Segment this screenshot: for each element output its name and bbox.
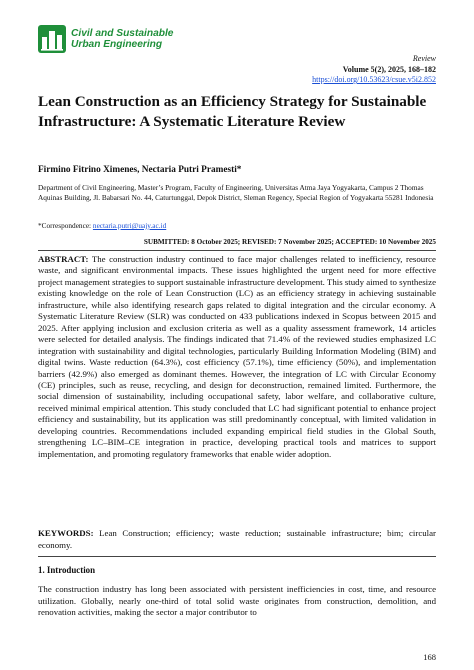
keywords-text: Lean Construction; efficiency; waste reduction; sustainable infrastructure; bim; circular economy. (38, 528, 436, 550)
section-heading: 1. Introduction (38, 565, 96, 575)
journal-name-line1: Civil and Sustainable (71, 27, 174, 39)
journal-logo (38, 25, 206, 53)
journal-name-line2: Urban Engineering (71, 39, 163, 50)
abstract-text: The construction industry continued to face major challenges related to inefficiency, resource waste, and significant environmental impacts. These issues highlighted the urgent need for more effective project management strategies to support sustainable infrastructure development. This study aimed to synthesize existing knowledge on the role of Lean Construction (LC) as an efficiency strategy in achieving sustainable infrastructure, while also identifying research gaps related to digital integration and the circular economy. A Systematic Literature Review (SLR) was conducted on 433 publications indexed in Scopus between 2015 and 2025. After applying inclusion and exclusion criteria as well as a quality assessment framework, 14 articles were selected for detailed analysis. The findings indicated that 71.4% of the reviewed studies emphasized LC integration with sustainability and digital technologies, particularly Building Information Modeling (BIM) and digital twins. Waste reduction (64.3%), cost efficiency (57.1%), time efficiency (50%), and implementation barriers (42.9%) also emerged as dominant themes. However, the integration of LC with Circular Economy (CE) principles, such as reuse, recycling, and design for deconstruction, remained limited. Furthermore, the social dimension of sustainability, including occupational safety, labor welfare, and collaborative culture, received minimal empirical attention. This study concluded that LC had significant potential to enhance project efficiency and sustainability, but its application was still predominantly conceptual, with limited validation in developing countries. Recommendations included expanding empirical field studies in the Global South, strengthening LC–BIM–CE integration in practice, developing practical tools and matrices to support implementation, and promoting regulatory frameworks that enable wider adoption. (38, 254, 436, 459)
doi-link[interactable]: https://doi.org/10.53623/csue.v5i2.852 (312, 75, 436, 84)
keywords (38, 528, 436, 551)
article-meta (312, 54, 436, 86)
correspondence (38, 221, 166, 230)
keywords-label: KEYWORDS: (38, 528, 94, 538)
abstract-label: ABSTRACT: (38, 254, 89, 264)
introduction-text: The construction industry has long been associated with persistent inefficiencies in cost, time, and resource utilization. Globally, nearly one-third of total solid waste originates from construction, demolition, and renovation activities, making the sector a major contributor to (38, 584, 436, 617)
volume-info: Volume 5(2), 2025, 168–182 (342, 64, 436, 74)
divider-bottom (38, 556, 436, 557)
article-title: Lean Construction as an Efficiency Strategy for Sustainable Infrastructure: A Systematic Literature Review (38, 93, 427, 130)
journal-logo-icon (38, 25, 66, 53)
correspondence-label: *Correspondence: (38, 221, 92, 230)
submission-dates: SUBMITTED: 8 October 2025; REVISED: 7 November 2025; ACCEPTED: 10 November 2025 (143, 238, 436, 246)
abstract (38, 254, 436, 460)
divider-top (38, 250, 436, 251)
affiliation: Department of Civil Engineering, Master’s Program, Faculty of Engineering, Universitas Atma Jaya Yogyakarta, Campus 2 Thomas Aquinas Building, Jl. Babarsari No. 44, Caturtunggal, Depok District, Sleman Regency, Special Region of Yogyakarta 55281 Indonesia (38, 183, 434, 202)
journal-name (71, 28, 173, 51)
page-number: 168 (423, 652, 436, 662)
article-type: Review (412, 54, 436, 63)
author-list: Firmino Fitrino Ximenes, Nectaria Putri Pramesti* (38, 165, 242, 175)
correspondence-email-link[interactable]: nectaria.putri@uajy.ac.id (92, 221, 167, 230)
